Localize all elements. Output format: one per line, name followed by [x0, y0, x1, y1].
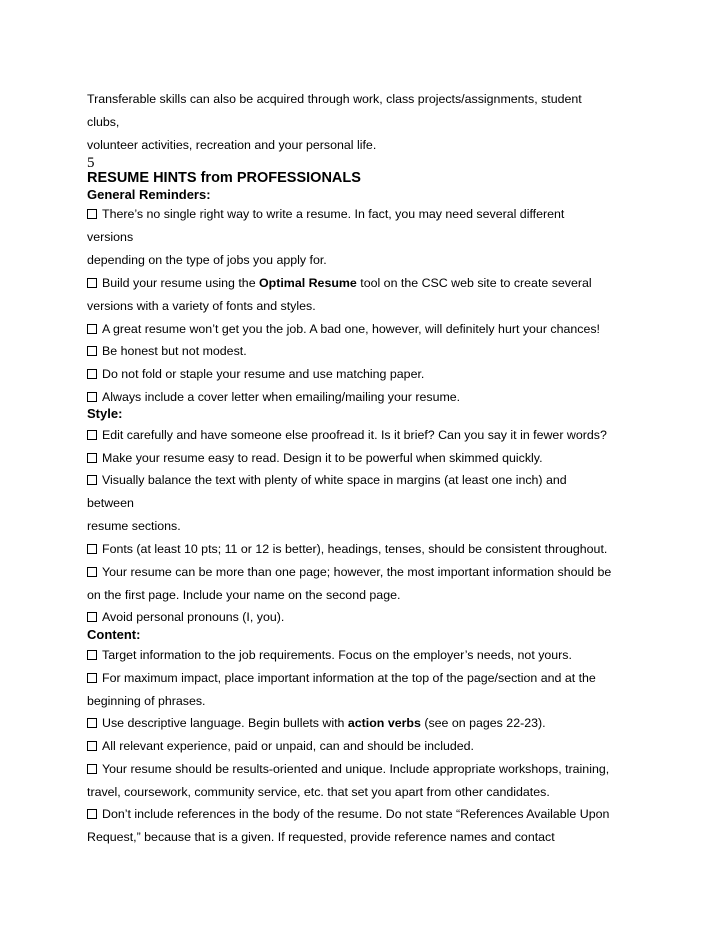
general-bullet-6: Always include a cover letter when emailing/mailing your resume.: [87, 390, 460, 405]
content-bullet-5: Your resume should be results-oriented and unique. Include appropriate workshops, training,: [87, 762, 609, 777]
content-bullet-2: For maximum impact, place important information at the top of the page/section and at the: [87, 671, 596, 686]
content-bullet-6-line-2: Request,” because that is a given. If requested, provide reference names and contact: [87, 830, 555, 844]
checkbox-icon: [87, 209, 97, 219]
general-bullet-4: Be honest but not modest.: [87, 344, 247, 359]
style-bullet-3-line-3: resume sections.: [87, 519, 181, 533]
checkbox-icon: [87, 324, 97, 334]
checkbox-icon: [87, 430, 97, 440]
style-bullet-3: Visually balance the text with plenty of white space in margins (at least one inch) and: [87, 473, 567, 488]
content-bullet-4: All relevant experience, paid or unpaid, can and should be included.: [87, 739, 474, 754]
style-heading: Style:: [87, 406, 123, 421]
general-bullet-2: Build your resume using the Optimal Resume tool on the CSC web site to create several: [87, 276, 592, 291]
content-heading: Content:: [87, 627, 141, 642]
page-title: RESUME HINTS from PROFESSIONALS: [87, 170, 361, 186]
checkbox-icon: [87, 612, 97, 622]
optimal-resume-emphasis: Optimal Resume: [259, 276, 357, 290]
page-number: 5: [87, 155, 95, 171]
checkbox-icon: [87, 741, 97, 751]
checkbox-icon: [87, 278, 97, 288]
checkbox-icon: [87, 718, 97, 728]
general-bullet-3: A great resume won’t get you the job. A bad one, however, will definitely hurt your chances!: [87, 322, 600, 337]
general-bullet-1-line-3: depending on the type of jobs you apply for.: [87, 253, 327, 267]
checkbox-icon: [87, 764, 97, 774]
style-bullet-1: Edit carefully and have someone else proofread it. Is it brief? Can you say it in fewer words?: [87, 428, 607, 443]
intro-line-2: clubs,: [87, 115, 120, 129]
style-bullet-3-line-2: between: [87, 496, 134, 510]
style-bullet-4: Fonts (at least 10 pts; 11 or 12 is better), headings, tenses, should be consistent throughout.: [87, 542, 607, 557]
content-bullet-6: Don’t include references in the body of the resume. Do not state “References Available Upon: [87, 807, 609, 822]
general-bullet-1-line-2: versions: [87, 230, 134, 244]
checkbox-icon: [87, 369, 97, 379]
style-bullet-2: Make your resume easy to read. Design it to be powerful when skimmed quickly.: [87, 451, 543, 466]
style-bullet-5-line-2: on the first page. Include your name on the second page.: [87, 588, 401, 602]
checkbox-icon: [87, 392, 97, 402]
general-bullet-1: There’s no single right way to write a resume. In fact, you may need several different: [87, 207, 564, 222]
general-bullet-2-line-2: versions with a variety of fonts and styles.: [87, 299, 316, 313]
checkbox-icon: [87, 809, 97, 819]
style-bullet-6: Avoid personal pronouns (I, you).: [87, 610, 284, 625]
style-bullet-5: Your resume can be more than one page; however, the most important information should be: [87, 565, 611, 580]
general-bullet-5: Do not fold or staple your resume and use matching paper.: [87, 367, 424, 382]
checkbox-icon: [87, 453, 97, 463]
general-reminders-heading: General Reminders:: [87, 187, 211, 202]
action-verbs-emphasis: action verbs: [347, 716, 421, 730]
content-bullet-3: Use descriptive language. Begin bullets with action verbs (see on pages 22-23).: [87, 716, 546, 731]
intro-line-1: Transferable skills can also be acquired through work, class projects/assignments, student: [87, 92, 582, 106]
checkbox-icon: [87, 567, 97, 577]
checkbox-icon: [87, 475, 97, 485]
checkbox-icon: [87, 544, 97, 554]
checkbox-icon: [87, 346, 97, 356]
content-bullet-2-line-2: beginning of phrases.: [87, 694, 206, 708]
checkbox-icon: [87, 673, 97, 683]
checkbox-icon: [87, 650, 97, 660]
content-bullet-1: Target information to the job requirements. Focus on the employer’s needs, not yours.: [87, 648, 572, 663]
content-bullet-5-line-2: travel, coursework, community service, etc. that set you apart from other candidates.: [87, 785, 550, 799]
intro-line-3: volunteer activities, recreation and your personal life.: [87, 138, 377, 152]
